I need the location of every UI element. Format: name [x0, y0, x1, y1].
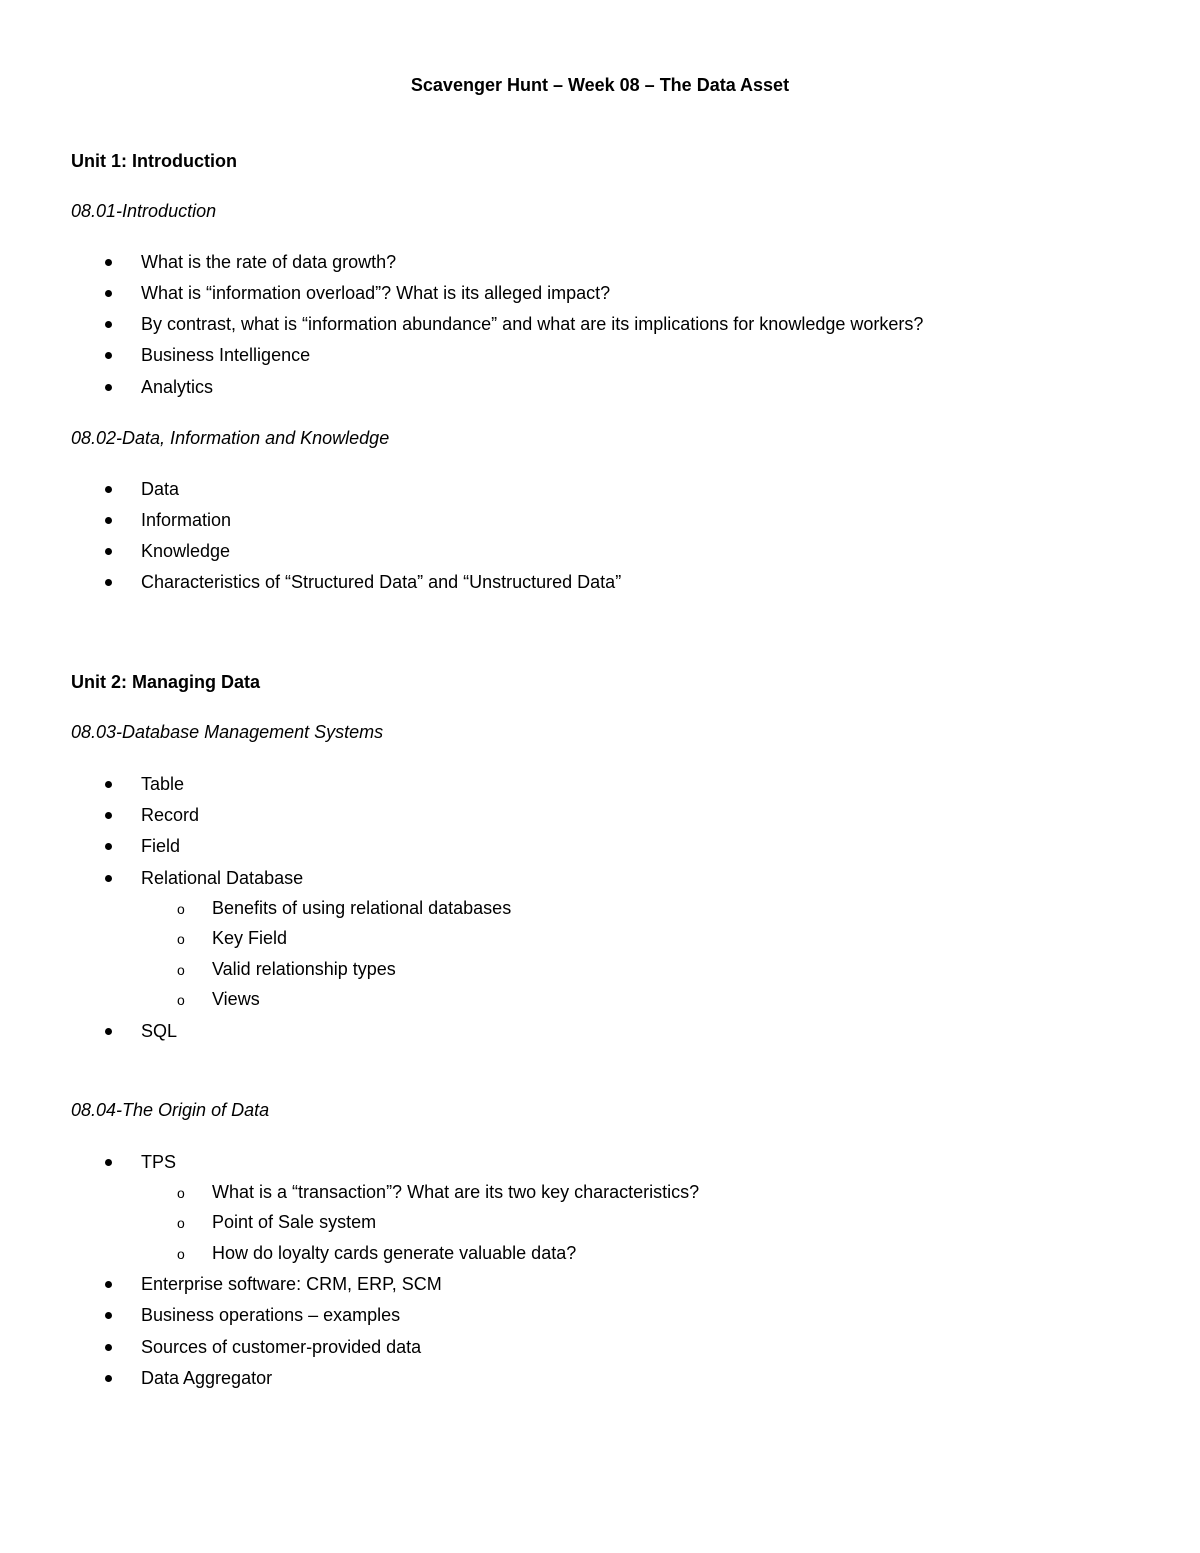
- sub-list-item: How do loyalty cards generate valuable data?: [212, 1243, 577, 1263]
- bullet-icon: [105, 384, 112, 391]
- list-item: Information: [141, 510, 232, 530]
- bullet-icon: [105, 1159, 112, 1166]
- list-item: Data Aggregator: [141, 1368, 273, 1388]
- list-item: Relational Database: [141, 868, 304, 888]
- sub-list-item: Key Field: [212, 928, 288, 948]
- list-item: Record: [141, 805, 200, 825]
- document-title: Scavenger Hunt – Week 08 – The Data Asset: [410, 75, 790, 95]
- list-item: Characteristics of “Structured Data” and “Unstructured Data”: [141, 572, 622, 592]
- list-item: SQL: [141, 1021, 178, 1041]
- unit-2-heading: Unit 2: Managing Data: [71, 672, 261, 692]
- sub-bullet-icon: o: [177, 1246, 185, 1262]
- sub-bullet-icon: o: [177, 901, 185, 917]
- sub-bullet-icon: o: [177, 962, 185, 978]
- bullet-icon: [105, 1344, 112, 1351]
- bullet-icon: [105, 259, 112, 266]
- list-item: Analytics: [141, 377, 214, 397]
- list-item: Business operations – examples: [141, 1305, 401, 1325]
- sub-bullet-icon: o: [177, 992, 185, 1008]
- sub-list-item: Benefits of using relational databases: [212, 898, 512, 918]
- list-item: Business Intelligence: [141, 345, 311, 365]
- bullet-icon: [105, 781, 112, 788]
- list-item: Table: [141, 774, 185, 794]
- section-08-04-heading: 08.04-The Origin of Data: [71, 1100, 270, 1120]
- bullet-icon: [105, 290, 112, 297]
- sub-list-item: Valid relationship types: [212, 959, 396, 979]
- bullet-icon: [105, 579, 112, 586]
- list-item: Knowledge: [141, 541, 231, 561]
- bullet-icon: [105, 517, 112, 524]
- bullet-icon: [105, 1312, 112, 1319]
- section-08-02-heading: 08.02-Data, Information and Knowledge: [71, 428, 390, 448]
- sub-bullet-icon: o: [177, 1185, 185, 1201]
- bullet-icon: [105, 352, 112, 359]
- list-item: By contrast, what is “information abundance” and what are its implications for knowledge workers?: [141, 314, 924, 334]
- sub-bullet-icon: o: [177, 931, 185, 947]
- sub-list-item: Views: [212, 989, 260, 1009]
- bullet-icon: [105, 812, 112, 819]
- sub-list-item: Point of Sale system: [212, 1212, 377, 1232]
- list-item: What is “information overload”? What is its alleged impact?: [141, 283, 611, 303]
- list-item: Enterprise software: CRM, ERP, SCM: [141, 1274, 442, 1294]
- sub-bullet-icon: o: [177, 1215, 185, 1231]
- list-item: Data: [141, 479, 180, 499]
- bullet-icon: [105, 321, 112, 328]
- bullet-icon: [105, 1375, 112, 1382]
- section-08-03-heading: 08.03-Database Management Systems: [71, 722, 384, 742]
- sub-list-item: What is a “transaction”? What are its two key characteristics?: [212, 1182, 700, 1202]
- unit-1-heading: Unit 1: Introduction: [71, 151, 237, 171]
- bullet-icon: [105, 1028, 112, 1035]
- list-item: Field: [141, 836, 181, 856]
- section-08-01-heading: 08.01-Introduction: [71, 201, 217, 221]
- list-item: Sources of customer-provided data: [141, 1337, 422, 1357]
- bullet-icon: [105, 486, 112, 493]
- list-item: What is the rate of data growth?: [141, 252, 397, 272]
- list-item: TPS: [141, 1152, 177, 1172]
- bullet-icon: [105, 548, 112, 555]
- bullet-icon: [105, 843, 112, 850]
- bullet-icon: [105, 875, 112, 882]
- bullet-icon: [105, 1281, 112, 1288]
